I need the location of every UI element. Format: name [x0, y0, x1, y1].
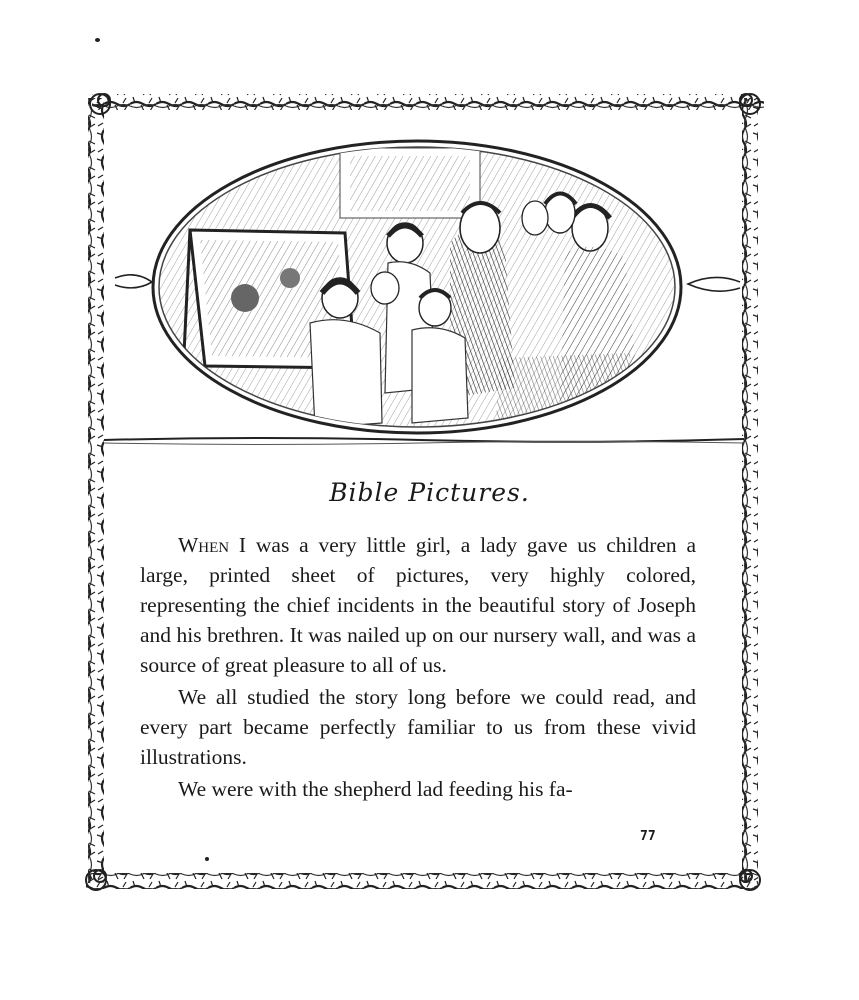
paragraph-text: We were with the shepherd lad feeding his fa- — [178, 777, 573, 801]
paragraph-lead: When — [178, 533, 230, 557]
paragraph-text: We all studied the story long before we could read, and every part became perfectly familiar to us from these vivid illustrations. — [140, 685, 696, 769]
body-text — [140, 530, 696, 806]
paragraph-text: I was a very little girl, a lady gave us children a large, printed sheet of pictures, very highly colored, representing the chief incidents in the beautiful story of Joseph and his brethren. It was nailed up on our nursery wall, and was a source of great pleasure to all of us. — [140, 533, 696, 677]
chapter-title: Bible Pictures. — [329, 478, 530, 507]
family-viewing-picture-engraving-icon — [150, 138, 685, 436]
paragraph — [140, 530, 696, 680]
paragraph — [140, 682, 696, 772]
page-number: 77 — [640, 829, 656, 844]
paragraph — [140, 774, 696, 804]
